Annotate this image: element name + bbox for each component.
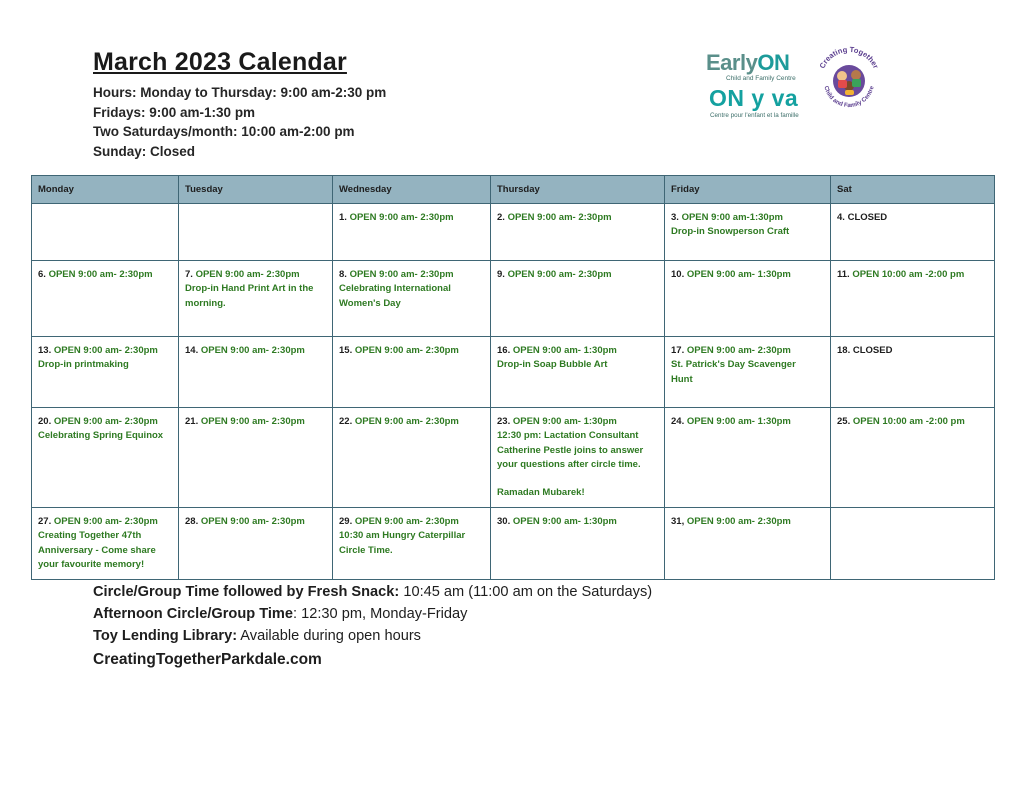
svg-text:Creating Together: Creating Together — [817, 44, 881, 70]
day-number: 3. — [671, 212, 679, 223]
day-number: 15. — [339, 345, 353, 356]
day-number: 30. — [497, 516, 511, 527]
event-text: 10:30 am Hungry Caterpillar — [339, 530, 466, 542]
day-status: OPEN 10:00 am -2:00 pm — [852, 269, 965, 280]
event-text: Circle Time. — [339, 544, 393, 556]
day-number: 14. — [185, 345, 199, 356]
day-cell — [333, 204, 491, 261]
day-status: OPEN 9:00 am- 2:30pm — [53, 416, 158, 427]
day-cell — [831, 337, 995, 408]
day-cell — [491, 337, 665, 408]
onyva-wordmark: ON y va — [709, 85, 799, 111]
day-number: 21. — [185, 416, 199, 427]
week-row — [32, 337, 995, 408]
day-status: OPEN 9:00 am- 2:30pm — [200, 516, 305, 527]
day-header-tuesday: Tuesday — [179, 176, 333, 204]
week-row — [32, 204, 995, 261]
event-text: your favourite memory! — [38, 558, 145, 570]
event-text: Drop-in printmaking — [38, 359, 129, 371]
week-row — [32, 408, 995, 508]
earlyon-creating-together-logo — [706, 42, 886, 124]
day-header-wednesday: Wednesday — [333, 176, 491, 204]
day-cell — [333, 337, 491, 408]
day-cell — [831, 261, 995, 337]
day-number: 18. — [837, 345, 851, 356]
day-status: OPEN 9:00 am- 2:30pm — [686, 516, 791, 527]
day-status: OPEN 9:00 am- 2:30pm — [53, 345, 158, 356]
day-status: OPEN 9:00 am- 1:30pm — [512, 416, 617, 427]
day-status: OPEN 9:00 am- 2:30pm — [686, 345, 791, 356]
day-number: 20. — [38, 416, 52, 427]
day-number: 2. — [497, 212, 505, 223]
week-row — [32, 261, 995, 337]
day-cell — [665, 261, 831, 337]
event-text: Drop-in Soap Bubble Art — [497, 359, 608, 371]
day-cell — [491, 508, 665, 580]
day-number: 31, — [671, 516, 685, 527]
day-number: 10. — [671, 269, 685, 280]
day-cell — [179, 508, 333, 580]
page-title: March 2023 Calendar — [93, 48, 347, 76]
afternoon-circle-note: Afternoon Circle/Group Time: 12:30 pm, Monday-Friday — [93, 605, 468, 622]
event-text: your questions after circle time. — [497, 458, 641, 470]
day-status: OPEN 9:00 am- 2:30pm — [349, 269, 454, 280]
calendar-table — [31, 175, 995, 580]
event-text: Ramadan Mubarek! — [497, 487, 585, 499]
day-status: OPEN 9:00 am- 2:30pm — [507, 212, 612, 223]
event-text: Drop-in Snowperson Craft — [671, 226, 790, 238]
event-text: Creating Together 47th — [38, 530, 142, 542]
hours-sunday: Sunday: Closed — [93, 143, 196, 159]
week-row — [32, 508, 995, 580]
website-link[interactable]: CreatingTogetherParkdale.com — [93, 651, 322, 669]
event-text: Catherine Pestle joins to answer — [497, 444, 644, 456]
creating-together-badge-icon — [814, 44, 884, 114]
day-number: 25. — [837, 416, 851, 427]
day-status: OPEN 9:00 am- 2:30pm — [48, 269, 153, 280]
logo-caption-en: Child and Family Centre — [726, 75, 796, 82]
day-status: OPEN 9:00 am- 1:30pm — [686, 269, 791, 280]
day-status: OPEN 9:00 am- 1:30pm — [512, 345, 617, 356]
event-text: Drop-in Hand Print Art in the — [185, 283, 314, 295]
event-text: Celebrating International — [339, 283, 451, 295]
day-status: CLOSED — [852, 345, 893, 356]
day-cell — [333, 408, 491, 508]
day-status: CLOSED — [847, 212, 888, 223]
empty-day-cell — [32, 204, 179, 261]
day-number: 22. — [339, 416, 353, 427]
day-cell — [179, 408, 333, 508]
day-status: OPEN 10:00 am -2:00 pm — [852, 416, 965, 427]
day-cell — [32, 337, 179, 408]
day-status: OPEN 9:00 am- 2:30pm — [200, 345, 305, 356]
circle-time-note: Circle/Group Time followed by Fresh Snack: 10:45 am (11:00 am on the Saturdays) — [93, 584, 653, 600]
day-number: 11. — [837, 269, 850, 280]
calendar-header — [93, 48, 386, 161]
day-cell — [32, 408, 179, 508]
day-number: 27. — [38, 516, 52, 527]
day-number: 24. — [671, 416, 685, 427]
calendar-footer — [93, 582, 652, 671]
weekday-header-row — [32, 176, 995, 204]
hours-fridays: Fridays: 9:00 am-1:30 pm — [93, 104, 256, 120]
day-status: OPEN 9:00 am- 2:30pm — [354, 516, 459, 527]
day-header-friday: Friday — [665, 176, 831, 204]
day-status: OPEN 9:00 am- 1:30pm — [686, 416, 791, 427]
empty-day-cell — [179, 204, 333, 261]
day-status: OPEN 9:00 am- 2:30pm — [354, 345, 459, 356]
earlyon-wordmark: EarlyON — [706, 50, 790, 75]
event-text: Anniversary - Come share — [38, 544, 156, 556]
day-status: OPEN 9:00 am- 2:30pm — [354, 416, 459, 427]
day-number: 8. — [339, 269, 347, 280]
event-text: Hunt — [671, 373, 693, 385]
day-header-saturday: Sat — [831, 176, 995, 204]
event-text: morning. — [185, 297, 226, 309]
day-header-monday: Monday — [32, 176, 179, 204]
svg-text:Child and Family Centre: Child and Family Centre — [822, 85, 876, 110]
day-cell — [665, 337, 831, 408]
event-text: Women's Day — [339, 297, 401, 309]
day-status: OPEN 9:00 am-1:30pm — [681, 212, 783, 223]
day-header-thursday: Thursday — [491, 176, 665, 204]
day-number: 23. — [497, 416, 511, 427]
day-cell — [32, 508, 179, 580]
day-cell — [333, 508, 491, 580]
day-cell — [665, 508, 831, 580]
day-status: OPEN 9:00 am- 2:30pm — [200, 416, 305, 427]
day-number: 13. — [38, 345, 52, 356]
day-cell — [491, 261, 665, 337]
hours-weekdays: Hours: Monday to Thursday: 9:00 am-2:30 pm — [93, 85, 387, 100]
day-number: 1. — [339, 212, 347, 223]
day-cell — [491, 204, 665, 261]
day-cell — [665, 408, 831, 508]
day-number: 16. — [497, 345, 511, 356]
day-cell — [491, 408, 665, 508]
day-cell — [831, 408, 995, 508]
day-status: OPEN 9:00 am- 2:30pm — [53, 516, 158, 527]
day-cell — [32, 261, 179, 337]
day-number: 9. — [497, 269, 505, 280]
day-cell — [831, 204, 995, 261]
logo-caption-fr: Centre pour l'enfant et la famille — [710, 112, 799, 119]
day-number: 28. — [185, 516, 199, 527]
toy-library-note: Toy Lending Library: Available during open hours — [93, 627, 421, 644]
event-text: Celebrating Spring Equinox — [38, 430, 164, 442]
day-number: 4. — [837, 212, 845, 223]
event-text: 12:30 pm: Lactation Consultant — [497, 430, 639, 442]
day-cell — [179, 261, 333, 337]
event-text: St. Patrick's Day Scavenger — [671, 359, 796, 371]
day-status: OPEN 9:00 am- 2:30pm — [349, 212, 454, 223]
day-status: OPEN 9:00 am- 2:30pm — [507, 269, 612, 280]
day-status: OPEN 9:00 am- 1:30pm — [512, 516, 617, 527]
day-cell — [179, 337, 333, 408]
day-cell — [333, 261, 491, 337]
day-number: 29. — [339, 516, 353, 527]
day-number: 6. — [38, 269, 46, 280]
day-cell — [665, 204, 831, 261]
hours-saturdays: Two Saturdays/month: 10:00 am-2:00 pm — [93, 124, 355, 139]
empty-day-cell — [831, 508, 995, 580]
day-number: 7. — [185, 269, 193, 280]
day-status: OPEN 9:00 am- 2:30pm — [195, 269, 300, 280]
day-number: 17. — [671, 345, 685, 356]
